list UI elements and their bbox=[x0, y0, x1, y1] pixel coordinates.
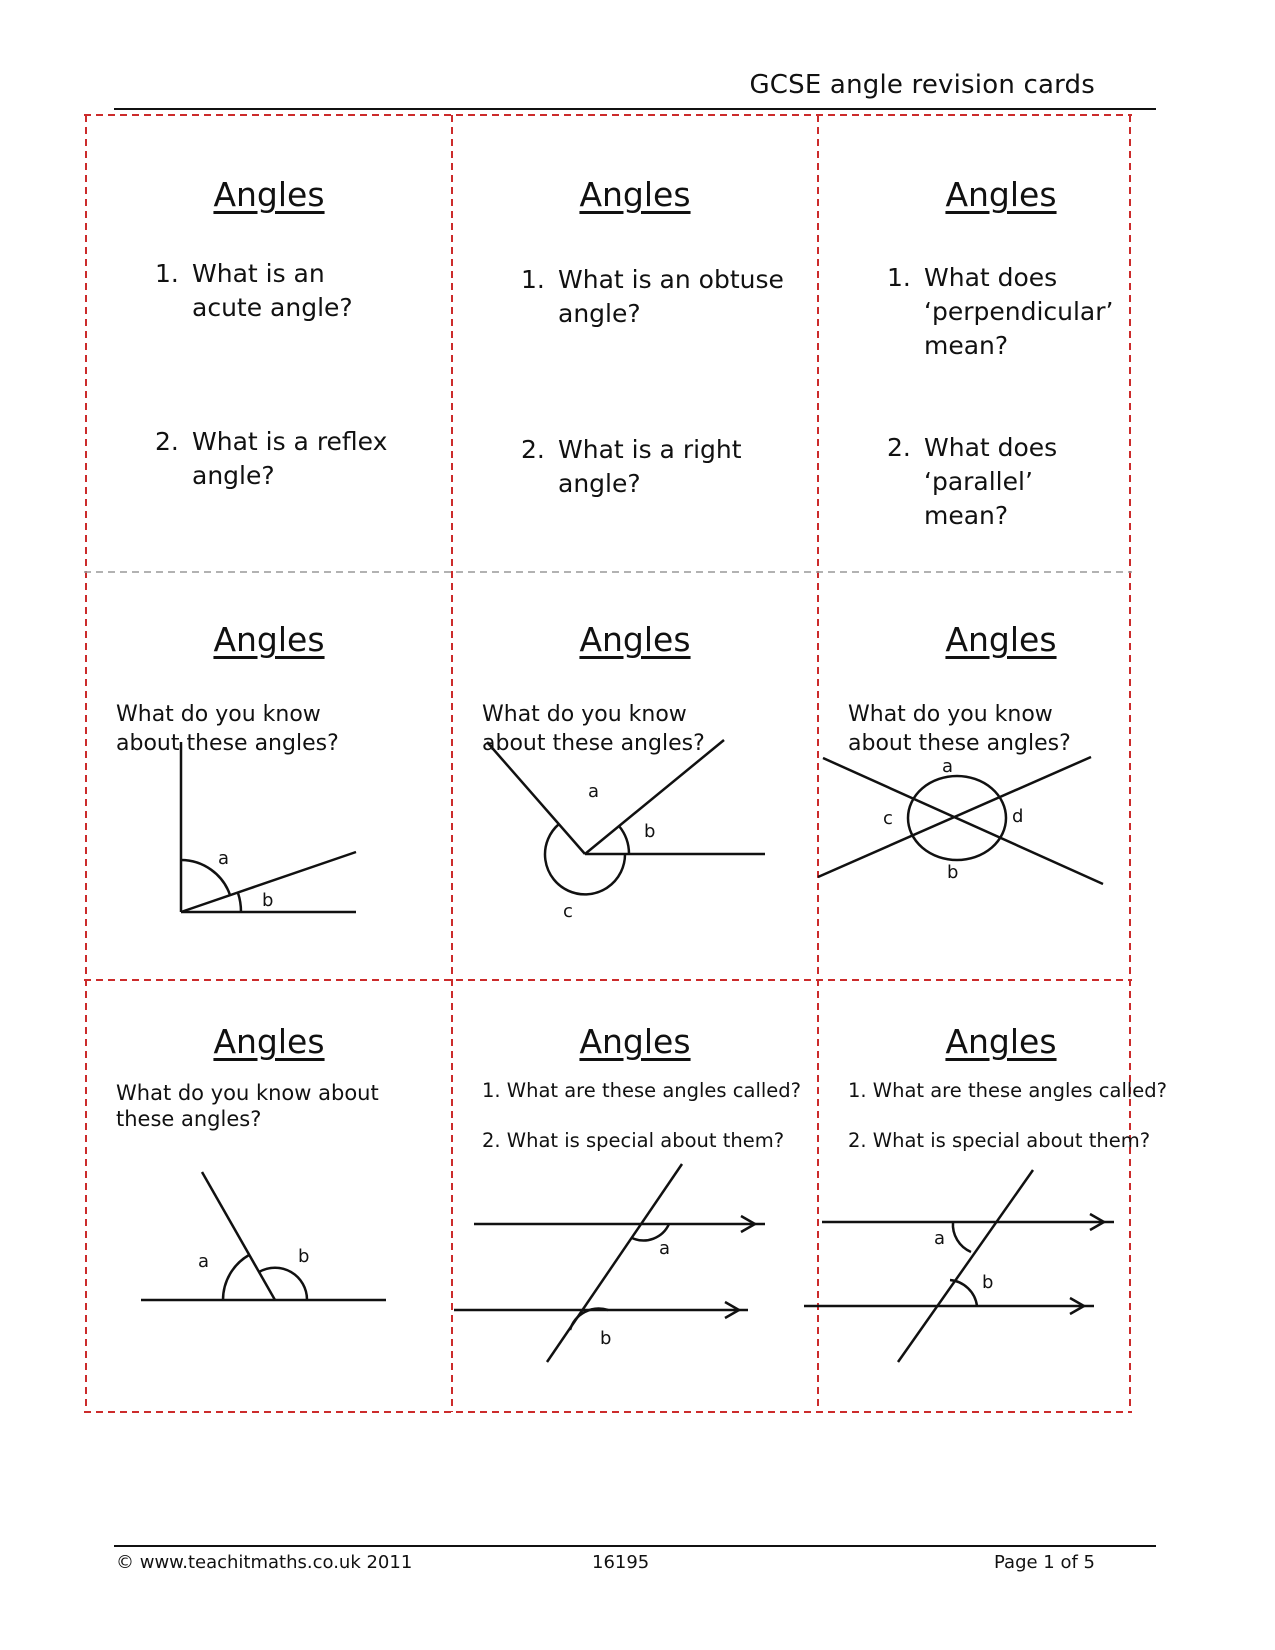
label-a: a bbox=[198, 1251, 210, 1272]
card-title: Angles bbox=[945, 175, 1057, 214]
card-prompt: What do you know about these angles? bbox=[482, 702, 705, 756]
footer-copyright: © www.teachitmaths.co.uk 2011 bbox=[116, 1552, 413, 1573]
card-title: Angles bbox=[579, 175, 691, 214]
label-c: c bbox=[883, 808, 893, 829]
question-2: 2. What is a reflex angle? bbox=[155, 427, 388, 490]
label-c: c bbox=[563, 901, 573, 922]
transversal bbox=[547, 1164, 682, 1362]
angle-arc-b bbox=[619, 826, 629, 854]
line-upper-left bbox=[487, 742, 585, 854]
label-d: d bbox=[1012, 806, 1024, 827]
card-question-1: 1. What are these angles called? bbox=[848, 1079, 1168, 1102]
card-2 bbox=[452, 115, 818, 570]
right-angle-diagram bbox=[86, 572, 452, 972]
footer-rule bbox=[114, 1545, 1156, 1547]
label-a: a bbox=[218, 848, 230, 869]
page-title: GCSE angle revision cards bbox=[749, 70, 1095, 100]
slanted-line bbox=[202, 1172, 275, 1300]
angle-arc-a bbox=[223, 1255, 249, 1300]
card-1 bbox=[86, 115, 452, 570]
angles-at-point-diagram bbox=[452, 572, 818, 972]
card-question-2: 2. What is special about them? bbox=[848, 1129, 1151, 1152]
card-title: Angles bbox=[579, 620, 691, 659]
angle-arc-a bbox=[953, 1222, 971, 1252]
label-a: a bbox=[942, 756, 954, 777]
card-prompt: What do you know about these angles? bbox=[116, 1081, 379, 1131]
card-5 bbox=[452, 572, 818, 1027]
card-title: Angles bbox=[213, 620, 325, 659]
question-1: 1. What does ‘perpendicular’ mean? bbox=[887, 263, 1114, 360]
card-6 bbox=[818, 572, 1184, 1027]
label-b: b bbox=[298, 1246, 310, 1267]
transversal bbox=[898, 1170, 1033, 1362]
card-title: Angles bbox=[213, 1022, 325, 1061]
label-b: b bbox=[982, 1272, 994, 1293]
angle-arc-b bbox=[238, 893, 241, 912]
label-a: a bbox=[588, 781, 600, 802]
card-title: Angles bbox=[945, 620, 1057, 659]
angle-arc-b bbox=[570, 1309, 608, 1330]
vertically-opposite-diagram bbox=[818, 572, 1184, 972]
card-title: Angles bbox=[213, 175, 325, 214]
corresponding-angles-diagram bbox=[452, 980, 818, 1410]
footer-page-number: Page 1 of 5 bbox=[994, 1552, 1095, 1573]
card-question-2: 2. What is special about them? bbox=[482, 1129, 785, 1152]
question-2: 2. What is a right angle? bbox=[521, 435, 742, 498]
label-a: a bbox=[659, 1238, 671, 1259]
label-b: b bbox=[644, 821, 656, 842]
question-1: 1. What is an acute angle? bbox=[155, 259, 353, 322]
angles-on-line-diagram bbox=[86, 980, 452, 1410]
footer-resource-code: 16195 bbox=[592, 1552, 650, 1573]
angle-arc-c bbox=[545, 824, 625, 894]
label-a: a bbox=[934, 1228, 946, 1249]
question-1: 1. What is an obtuse angle? bbox=[521, 265, 784, 328]
card-7 bbox=[86, 980, 452, 1435]
card-title: Angles bbox=[945, 1022, 1057, 1061]
label-b: b bbox=[262, 890, 274, 911]
card-3 bbox=[818, 115, 1184, 570]
label-b: b bbox=[947, 862, 959, 883]
card-question-1: 1. What are these angles called? bbox=[482, 1079, 802, 1102]
card-8 bbox=[452, 980, 818, 1435]
alternate-angles-diagram bbox=[818, 980, 1184, 1410]
label-b: b bbox=[600, 1328, 612, 1349]
card-prompt: What do you know about these angles? bbox=[848, 702, 1071, 756]
card-9 bbox=[818, 980, 1184, 1435]
card-4 bbox=[86, 572, 452, 1027]
question-2: 2. What does ‘parallel’ mean? bbox=[887, 433, 1058, 530]
card-prompt: What do you know about these angles? bbox=[116, 702, 339, 756]
card-title: Angles bbox=[579, 1022, 691, 1061]
